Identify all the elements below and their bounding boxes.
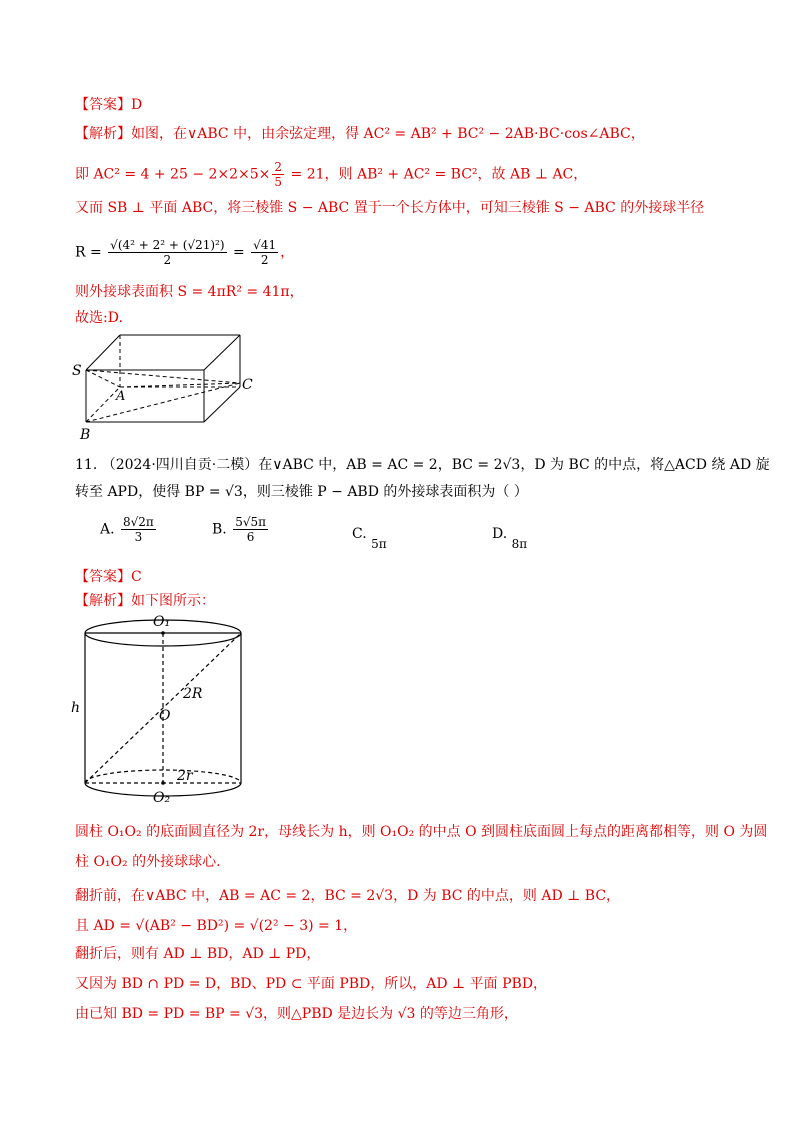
- formula-text: R =: [75, 244, 107, 261]
- analysis-text: 又而 SB ⊥ 平面 ABC，将三棱锥 S − ABC 置于一个长方体中，可知三棱锥 S − ABC 的外接球半径: [75, 200, 705, 216]
- fraction-denominator: 3: [134, 530, 143, 544]
- label-2r: 2r: [177, 768, 193, 784]
- fraction: [251, 238, 278, 267]
- q10-analysis-line1: [75, 124, 645, 144]
- q10-analysis-line4: R = $\frac{\text{√(4² + 2² + (√21)²)}}{2}$ = $\frac{√41}{2}$ ，: [75, 238, 295, 267]
- option-b[interactable]: [212, 515, 270, 544]
- analysis-text: 即 AC² = 4 + 25 − 2×2×5×: [75, 166, 271, 183]
- q10-analysis-line5: [75, 282, 304, 302]
- question-text: 转至 APD，使得 BP = √3，则三棱锥 P − ABD 的外接球表面积为（ ）: [75, 484, 528, 500]
- fraction-numerator: 5√5π: [235, 515, 267, 529]
- fraction: [272, 160, 284, 189]
- q11-analysis-p5: [75, 944, 320, 964]
- q10-answer-line: [75, 95, 142, 115]
- option-value: 8π: [511, 537, 528, 551]
- answer-value: D: [131, 97, 143, 113]
- fraction: [108, 238, 226, 267]
- option-letter: D.: [492, 526, 508, 542]
- q10-analysis-line3: [75, 198, 704, 218]
- answer-value: C: [131, 569, 142, 585]
- fraction-denominator: 5: [274, 175, 283, 189]
- formula-text: ，: [280, 244, 295, 261]
- option-d[interactable]: [492, 526, 528, 551]
- analysis-text: 翻折前，在∨ABC 中，AB = AC = 2，BC = 2√3，D 为 BC 的中点，则 AD ⊥ BC，: [75, 888, 621, 904]
- analysis-text: 且 AD = √(AB² − BD²) = √(2² − 3) = 1，: [75, 918, 358, 934]
- q11-analysis-p3: [75, 886, 620, 906]
- answer-tag: 【答案】: [75, 569, 131, 585]
- fraction-numerator: √(4² + 2² + (√21)²): [110, 238, 225, 252]
- label-B: B: [80, 427, 91, 443]
- fraction-numerator: √41: [253, 238, 277, 252]
- fraction-denominator: 2: [163, 253, 172, 267]
- label-C: C: [242, 377, 253, 393]
- option-a[interactable]: [100, 515, 158, 544]
- option-letter: C.: [352, 526, 367, 542]
- analysis-text: 翻折后，则有 AD ⊥ BD，AD ⊥ PD，: [75, 946, 321, 962]
- fraction: [121, 515, 156, 544]
- analysis-tag: 【解析】: [75, 126, 131, 142]
- label-O1: O₁: [153, 614, 171, 630]
- analysis-text: 圆柱 O₁O₂ 的底面圆直径为 2r，母线长为 h，则 O₁O₂ 的中点 O 到圆柱底面圆上每点的距离都相等，则 O 为圆: [75, 824, 768, 840]
- analysis-text: 如图，在∨ABC 中，由余弦定理，得 AC² = AB² + BC² − 2AB·BC·cos∠ABC，: [131, 126, 645, 142]
- label-S: S: [72, 363, 82, 379]
- q11-analysis-p4: [75, 916, 357, 936]
- fraction: [233, 515, 268, 544]
- analysis-text: 又因为 BD ∩ PD = D，BD、PD ⊂ 平面 PBD，所以，AD ⊥ 平面 PBD，: [75, 976, 548, 992]
- fraction-numerator: 2: [274, 160, 283, 174]
- q11-analysis-p2: [75, 852, 221, 872]
- fraction-denominator: 6: [246, 530, 255, 544]
- q10-analysis-line2: [75, 160, 587, 189]
- option-letter: B.: [212, 521, 227, 538]
- label-A: A: [116, 389, 126, 404]
- analysis-text: 由已知 BD = PD = BP = √3，则△PBD 是边长为 √3 的等边三角形，: [75, 1006, 518, 1022]
- cylinder-figure: [65, 610, 255, 810]
- cuboid-figure: [70, 325, 270, 445]
- analysis-text: 故选:D.: [75, 310, 123, 326]
- fraction-numerator: 8√2π: [123, 515, 154, 529]
- q11-answer-line: [75, 567, 142, 587]
- q11-stem-line2: [75, 482, 528, 502]
- analysis-text: 柱 O₁O₂ 的外接球球心.: [75, 854, 221, 870]
- q11-analysis-p6: [75, 974, 547, 994]
- answer-tag: 【答案】: [75, 97, 131, 113]
- label-h: h: [71, 700, 81, 716]
- label-O: O: [159, 708, 171, 724]
- question-text: 11. （2024·四川自贡·二模）在∨ABC 中，AB = AC = 2，BC = 2√3，D 为 BC 的中点，将△ACD 绕 AD 旋: [75, 457, 770, 473]
- q11-analysis-p7: [75, 1004, 518, 1024]
- q11-analysis-p1: [75, 822, 767, 842]
- analysis-text: = 21，则 AB² + AC² = BC²，故 AB ⊥ AC，: [286, 166, 588, 183]
- fraction-denominator: 2: [260, 253, 269, 267]
- analysis-text: 则外接球表面积 S = 4πR² = 41π，: [75, 284, 304, 300]
- label-2R: 2R: [183, 686, 203, 702]
- analysis-tag: 【解析】: [75, 593, 131, 609]
- q11-stem-line1: [75, 455, 770, 475]
- option-letter: A.: [100, 521, 115, 538]
- analysis-text: 如下图所示：: [131, 593, 215, 609]
- option-value: 5π: [371, 537, 387, 551]
- option-c[interactable]: [352, 526, 387, 551]
- label-O2: O₂: [153, 790, 171, 806]
- q11-analysis-intro: [75, 591, 215, 611]
